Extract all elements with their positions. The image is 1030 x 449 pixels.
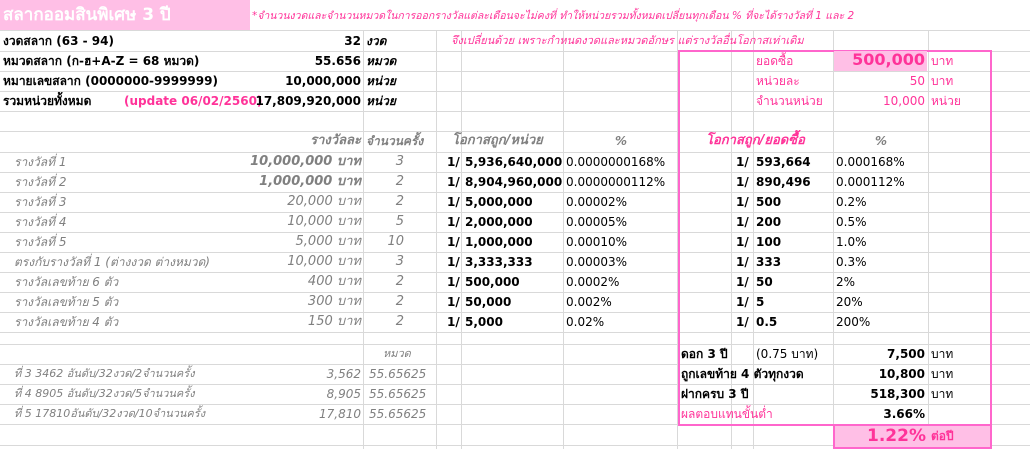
prize-pct: 0.0000000112% [566, 175, 666, 189]
prize-name: รางวัลเลขท้าย 4 ตัว [14, 315, 119, 329]
prize-count: 2 [395, 174, 404, 189]
prize-chance: 5,000,000 [465, 195, 533, 209]
prize-amount: 10,000 บาท [287, 214, 361, 229]
prize-chance-buy: 0.5 [756, 315, 778, 329]
prize-count: 5 [395, 214, 404, 229]
one-over: 1/ [447, 295, 460, 309]
prize-chance-buy: 200 [756, 215, 782, 229]
update-note: (update 06/02/2560) [124, 94, 263, 108]
prize-name: รางวัลเลขท้าย 6 ตัว [14, 275, 119, 289]
prize-chance: 50,000 [465, 295, 512, 309]
prize-count: 10 [387, 234, 404, 249]
return-value: 518,300 [870, 387, 925, 401]
prize-pct: 0.002% [566, 295, 612, 309]
one-over: 1/ [736, 195, 749, 209]
lower-text: ที่ 5 17810อันดับ/32งวด/10จำนวนครั้ง [14, 407, 206, 420]
one-over: 1/ [736, 215, 749, 229]
header-chance: โอกาสถูก/หน่วย [452, 133, 543, 148]
prize-name: รางวัลที่ 4 [14, 215, 67, 229]
one-over: 1/ [447, 155, 460, 169]
prize-chance: 5,936,640,000 [465, 155, 563, 169]
prize-amount: 1,000,000 บาท [259, 174, 361, 189]
one-over: 1/ [447, 315, 460, 329]
purchase-amount: 500,000 [852, 50, 925, 69]
prize-name: รางวัลที่ 3 [14, 195, 67, 209]
prize-pct: 0.00005% [566, 215, 628, 229]
one-over: 1/ [736, 275, 749, 289]
prize-chance-buy: 593,664 [756, 155, 811, 169]
prize-pct-buy: 20% [836, 295, 863, 309]
lower-value: 8,905 [326, 387, 361, 401]
prize-chance-buy: 5 [756, 295, 765, 309]
return-unit: บาท [931, 387, 954, 401]
price-unit: บาท [931, 74, 954, 88]
prize-name: รางวัลเลขท้าย 5 ตัว [14, 295, 119, 309]
one-over: 1/ [447, 175, 460, 189]
prize-pct-buy: 0.2% [836, 195, 867, 209]
prize-pct: 0.00003% [566, 255, 628, 269]
prize-amount: 300 บาท [307, 294, 361, 309]
prize-pct-buy: 0.000168% [836, 155, 905, 169]
info-label: หมวดสลาก (ก-ฮ+A-Z = 68 หมวด) [3, 54, 200, 68]
prize-chance-buy: 890,496 [756, 175, 811, 189]
one-over: 1/ [447, 255, 460, 269]
lower-text: ที่ 3 3462 อันดับ/32งวด/2จำนวนครั้ง [14, 367, 195, 380]
info-value: 10,000,000 [285, 74, 361, 88]
price-label: หน่วยละ [756, 74, 800, 88]
units-unit: หน่วย [931, 94, 961, 108]
prize-chance: 1,000,000 [465, 235, 533, 249]
prize-count: 3 [395, 154, 404, 169]
info-value: 32 [344, 34, 361, 48]
one-over: 1/ [736, 315, 749, 329]
info-unit: หน่วย [366, 74, 396, 88]
units-label: จำนวนหน่วย [756, 94, 823, 108]
one-over: 1/ [447, 235, 460, 249]
prize-pct: 0.0002% [566, 275, 620, 289]
info-value: 17,809,920,000 [255, 94, 361, 108]
prize-count: 2 [395, 194, 404, 209]
note-line-1: *จำนวนงวดและจำนวนหมวดในการออกรางวัลแต่ละเดือนจะไม่คงที่ ทำให้หน่วยรวมทั้งหมดเปลี่ยนทุกเดือน % ที่จะได้รางวัลที่ 1 และ 2 [252, 10, 855, 22]
info-label: งวดสลาก (63 - 94) [3, 34, 114, 48]
info-label: หมายเลขสลาก (0000000-9999999) [3, 74, 218, 88]
prize-count: 2 [395, 314, 404, 329]
prize-pct-buy: 0.3% [836, 255, 867, 269]
info-label: รวมหน่วยทั้งหมด [3, 94, 92, 108]
lower-cat: 55.65625 [369, 367, 427, 381]
prize-chance: 2,000,000 [465, 215, 533, 229]
prize-chance: 5,000 [465, 315, 503, 329]
prize-amount: 5,000 บาท [295, 234, 361, 249]
prize-name: ตรงกับรางวัลที่ 1 (ต่างงวด ต่างหมวด) [14, 255, 210, 269]
info-value: 55.656 [314, 54, 361, 68]
return-unit: บาท [931, 347, 954, 361]
one-over: 1/ [447, 215, 460, 229]
prize-chance-buy: 50 [756, 275, 773, 289]
prize-pct: 0.00010% [566, 235, 628, 249]
prize-amount: 10,000 บาท [287, 254, 361, 269]
prize-pct-buy: 2% [836, 275, 856, 289]
header-prize: รางวัลละ [310, 133, 361, 148]
return-label: ผลตอบแทนขั้นต่ำ [681, 407, 773, 421]
prize-chance-buy: 500 [756, 195, 782, 209]
one-over: 1/ [736, 295, 749, 309]
prize-pct: 0.02% [566, 315, 605, 329]
prize-amount: 20,000 บาท [287, 194, 361, 209]
info-unit: หมวด [366, 54, 397, 68]
prize-chance: 500,000 [465, 275, 520, 289]
purchase-label: ยอดซื้อ [756, 54, 794, 68]
one-over: 1/ [736, 255, 749, 269]
lower-value: 17,810 [319, 407, 361, 421]
prize-count: 2 [395, 294, 404, 309]
prize-count: 3 [395, 254, 404, 269]
one-over: 1/ [447, 195, 460, 209]
return-unit: บาท [931, 367, 954, 381]
page-title: สลากออมสินพิเศษ 3 ปี [0, 0, 250, 30]
prize-name: รางวัลที่ 5 [14, 235, 67, 249]
prize-amount: 10,000,000 บาท [250, 154, 361, 169]
header-pct-2: % [875, 134, 888, 148]
info-unit: หน่วย [366, 94, 396, 108]
lower-value: 3,562 [326, 367, 361, 381]
prize-chance-buy: 100 [756, 235, 782, 249]
prize-pct-buy: 200% [836, 315, 871, 329]
prize-pct-buy: 0.000112% [836, 175, 905, 189]
header-chance-buy: โอกาสถูก/ยอดซื้อ [706, 133, 805, 148]
lower-cat: 55.65625 [369, 387, 427, 401]
prize-count: 2 [395, 274, 404, 289]
annual-return-unit: ต่อปี [931, 429, 954, 443]
one-over: 1/ [736, 155, 749, 169]
prize-chance: 8,904,960,000 [465, 175, 563, 189]
return-label: ถูกเลขท้าย 4 ตัวทุกงวด [681, 367, 804, 381]
note-line-2: จึงเปลี่ยนด้วย เพราะกำหนดงวดและหมวดอักษร แต่รางวัลอื่นโอกาสเท่าเดิม [451, 34, 804, 47]
prize-amount: 400 บาท [307, 274, 361, 289]
prize-chance: 3,333,333 [465, 255, 533, 269]
one-over: 1/ [447, 275, 460, 289]
annual-return-value: 1.22% [867, 426, 926, 446]
one-over: 1/ [736, 235, 749, 249]
prize-name: รางวัลที่ 2 [14, 175, 67, 189]
return-value: 7,500 [887, 347, 925, 361]
prize-pct: 0.00002% [566, 195, 628, 209]
price-value: 50 [909, 74, 925, 88]
prize-amount: 150 บาท [307, 314, 361, 329]
prize-chance-buy: 333 [756, 255, 782, 269]
header-pct: % [615, 134, 628, 148]
lower-cat: 55.65625 [369, 407, 427, 421]
lower-text: ที่ 4 8905 อันดับ/32งวด/5จำนวนครั้ง [14, 387, 195, 400]
prize-name: รางวัลที่ 1 [14, 155, 67, 169]
header-count: จำนวนครั้ง [366, 134, 424, 148]
return-label: ฝากครบ 3 ปี [681, 387, 749, 401]
info-unit: งวด [366, 34, 387, 48]
return-sub: (0.75 บาท) [756, 347, 819, 361]
units-value: 10,000 [883, 94, 925, 108]
lower-header: หมวด [383, 347, 411, 360]
prize-pct: 0.0000000168% [566, 155, 666, 169]
return-value: 10,800 [878, 367, 925, 381]
purchase-unit: บาท [931, 54, 954, 68]
prize-pct-buy: 0.5% [836, 215, 867, 229]
one-over: 1/ [736, 175, 749, 189]
return-label: ดอก 3 ปี [681, 347, 728, 361]
return-value: 3.66% [883, 407, 925, 421]
prize-pct-buy: 1.0% [836, 235, 867, 249]
